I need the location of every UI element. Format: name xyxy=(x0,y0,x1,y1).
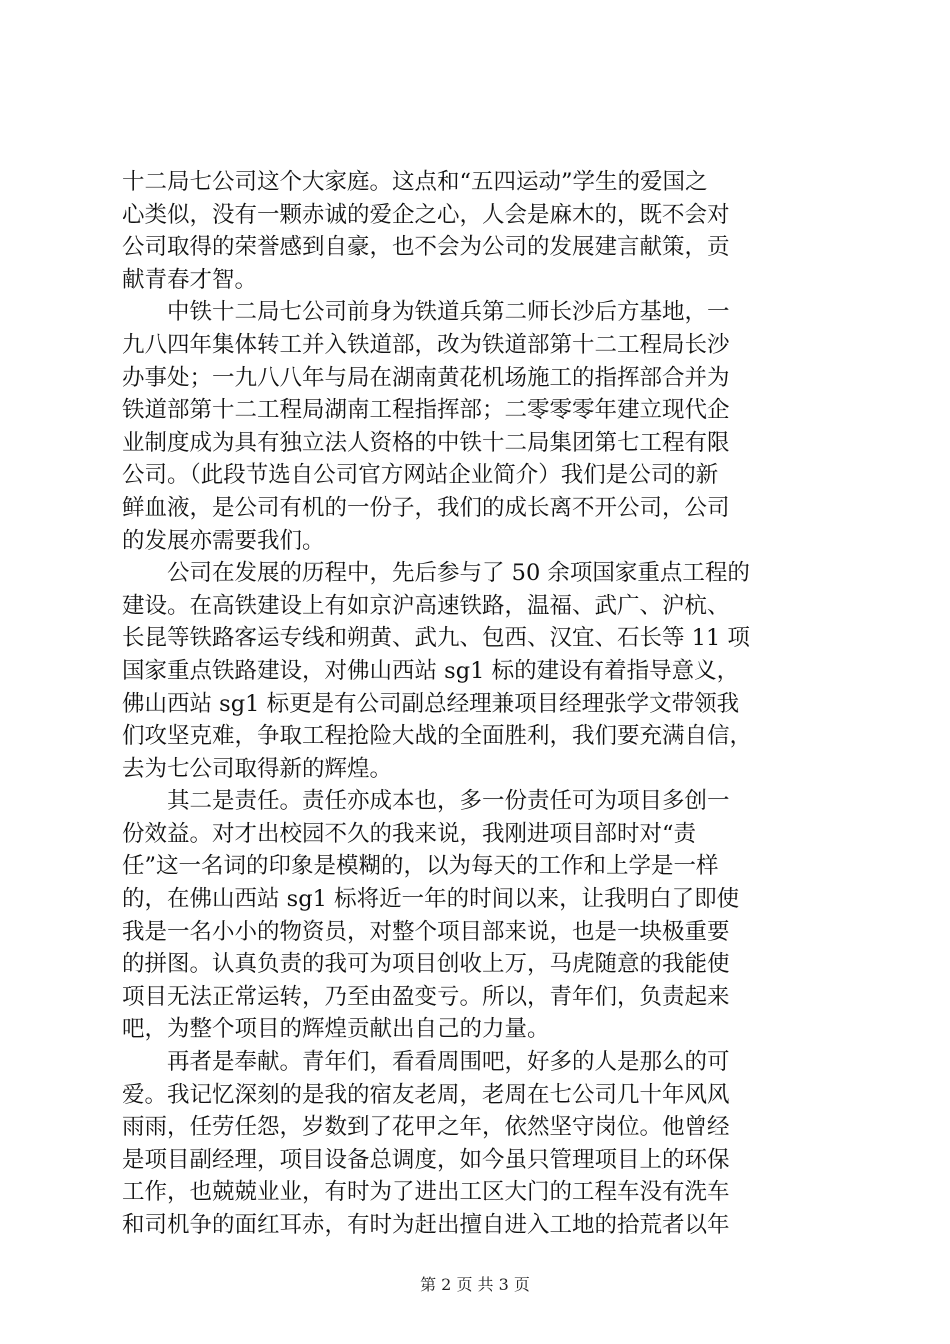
text-line: 雨雨，任劳任怨，岁数到了花甲之年，依然坚守岗位。他曾经 xyxy=(122,1114,730,1141)
text-line: 佛山西站 sg1 标更是有公司副总经理兼项目经理张学文带领我 xyxy=(122,690,740,717)
text-line: 中铁十二局七公司前身为铁道兵第二师长沙后方基地，一 xyxy=(122,299,730,326)
text-line: 心类似，没有一颗赤诚的爱企之心，人会是麻木的，既不会对 xyxy=(122,201,730,228)
text-line: 铁道部第十二工程局湖南工程指挥部；二零零零年建立现代企 xyxy=(122,397,730,424)
text-line: 公司取得的荣誉感到自豪，也不会为公司的发展建言献策，贡 xyxy=(122,234,730,261)
text-line: 任”这一名词的印象是模糊的，以为每天的工作和上学是一样 xyxy=(122,853,719,880)
text-line: 的发展亦需要我们。 xyxy=(122,527,325,554)
text-line: 鲜血液，是公司有机的一份子，我们的成长离不开公司，公司 xyxy=(122,494,730,521)
text-line: 和司机争的面红耳赤，有时为赶出擅自进入工地的拾荒者以年 xyxy=(122,1212,730,1238)
text-line: 业制度成为具有独立法人资格的中铁十二局集团第七工程有限 xyxy=(122,429,730,456)
text-line: 建设。在高铁建设上有如京沪高速铁路，温福、武广、沪杭、 xyxy=(122,592,730,619)
text-line: 长昆等铁路客运专线和朔黄、武九、包西、汉宜、石长等 11 项 xyxy=(122,625,750,652)
text-line: 去为七公司取得新的辉煌。 xyxy=(122,755,393,782)
body-text xyxy=(122,166,832,1242)
text-line: 工作，也兢兢业业，有时为了进出工区大门的工程车没有洗车 xyxy=(122,1179,730,1206)
text-line: 国家重点铁路建设，对佛山西站 sg1 标的建设有着指导意义， xyxy=(122,657,740,684)
text-line: 们攻坚克难，争取工程抢险大战的全面胜利，我们要充满自信， xyxy=(122,723,753,750)
text-line: 公司。（此段节选自公司官方网站企业简介）我们是公司的新 xyxy=(122,462,719,489)
text-line: 献青春才智。 xyxy=(122,266,258,293)
text-line: 项目无法正常运转，乃至由盈变亏。所以，青年们，负责起来 xyxy=(122,983,730,1010)
text-line: 份效益。对才出校园不久的我来说，我刚进项目部时对“责 xyxy=(122,820,697,847)
text-line: 爱。我记忆深刻的是我的宿友老周，老周在七公司几十年风风 xyxy=(122,1081,730,1108)
text-line: 公司在发展的历程中，先后参与了 50 余项国家重点工程的 xyxy=(122,560,750,587)
text-line: 再者是奉献。青年们，看看周围吧，好多的人是那么的可 xyxy=(122,1049,730,1076)
text-line: 我是一名小小的物资员，对整个项目部来说，也是一块极重要 xyxy=(122,918,730,945)
page-footer: 第 2 页 共 3 页 xyxy=(420,1275,530,1294)
text-line: 是项目副经理，项目设备总调度，如今虽只管理项目上的环保 xyxy=(122,1146,730,1173)
text-line: 的，在佛山西站 sg1 标将近一年的时间以来，让我明白了即使 xyxy=(122,886,740,913)
text-line: 的拼图。认真负责的我可为项目创收上万，马虎随意的我能使 xyxy=(122,951,730,978)
text-line: 办事处；一九八八年与局在湖南黄花机场施工的指挥部合并为 xyxy=(122,364,730,391)
text-line: 吧，为整个项目的辉煌贡献出自己的力量。 xyxy=(122,1016,550,1043)
text-line: 九八四年集体转工并入铁道部，改为铁道部第十二工程局长沙 xyxy=(122,331,730,358)
text-line: 十二局七公司这个大家庭。这点和“五四运动”学生的爱国之 xyxy=(122,169,708,195)
text-line: 其二是责任。责任亦成本也，多一份责任可为项目多创一 xyxy=(122,788,730,815)
